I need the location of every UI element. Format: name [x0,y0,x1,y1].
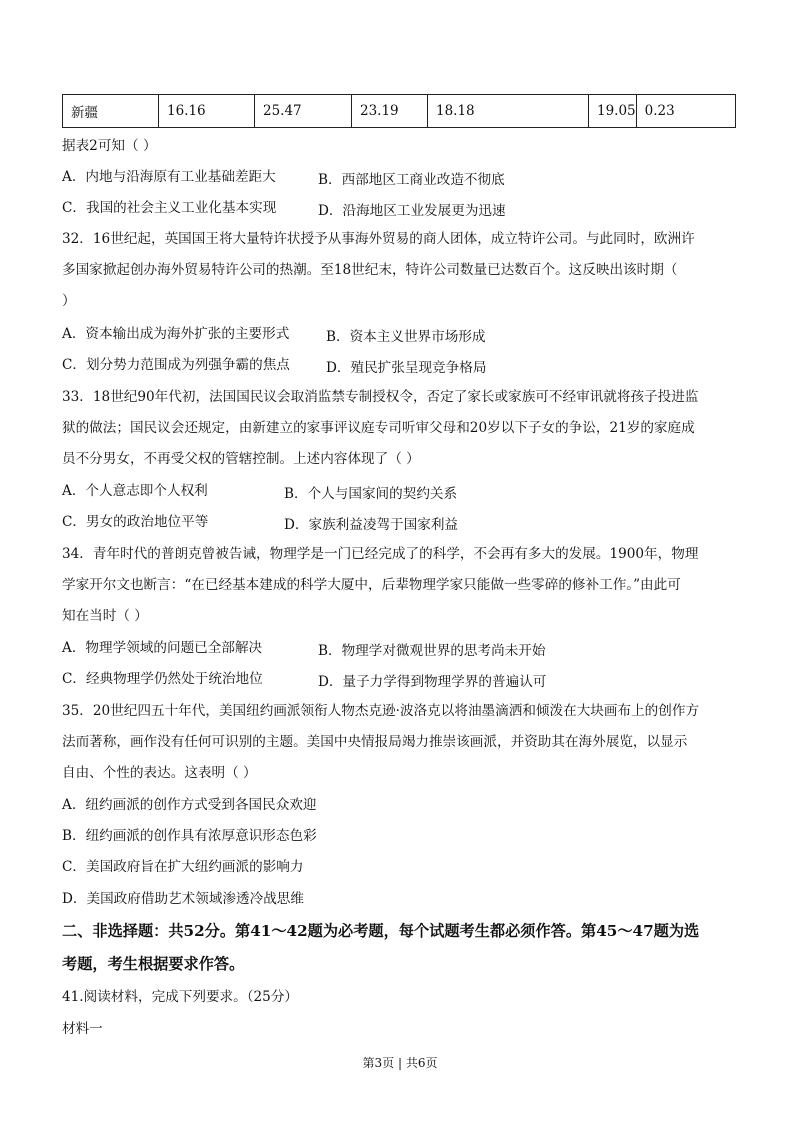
question-35-line: 35．20世纪四五十年代，美国纽约画派领衔人物杰克逊·波洛克以将油墨滴洒和倾泼在大块画布上的创作方 [62,703,700,719]
question-33-line: 33．18世纪90年代初，法国国民议会取消监禁专制授权令，否定了家长或家族可不经审讯就将孩子投进监 [62,389,699,405]
q33-option-d: D．家族利益凌驾于国家利益 [284,517,459,533]
q33-option-a: A．个人意志即个人权利 [62,483,208,499]
table-cell: 0.23 [636,95,735,128]
table-cell-region: 新疆 [63,95,159,128]
question-34-line: 学家开尔文也断言：“在已经基本建成的科学大厦中，后辈物理学家只能做一些零碎的修补工作。”由此可 [62,577,681,593]
q35-option-b: B．纽约画派的创作具有浓厚意识形态色彩 [62,828,317,844]
q32-option-a: A．资本输出成为海外扩张的主要形式 [62,326,290,342]
q34-option-a: A．物理学领域的问题已全部解决 [62,640,263,656]
material-label: 材料一 [62,1021,103,1037]
q35-option-d: D．美国政府借助艺术领域渗透冷战思维 [62,891,304,907]
q32-option-c: C．划分势力范围成为列强争霸的焦点 [62,357,290,373]
section-heading: 考题，考生根据要求作答。 [62,955,245,973]
table-cell: 18.18 [428,95,589,128]
q31-option-c: C．我国的社会主义工业化基本实现 [62,200,277,216]
question-32-line: 多国家掀起创办海外贸易特许公司的热潮。至18世纪末，特许公司数量已达数百个。这反映出该时期（ [62,262,678,278]
q32-option-b: B．资本主义世界市场形成 [326,329,486,345]
q33-option-b: B．个人与国家间的契约关系 [284,486,458,502]
question-32-line: 32．16世纪起，英国国王将大量特许状授予从事海外贸易的商人团体，成立特许公司。与此同时，欧洲许 [62,231,695,247]
question-31-stem: 据表2可知（ ） [62,138,157,154]
question-41-stem: 41.阅读材料，完成下列要求。（25分） [62,989,299,1005]
q34-option-b: B．物理学对微观世界的思考尚未开始 [318,643,546,659]
data-table [62,94,736,128]
q33-option-c: C．男女的政治地位平等 [62,514,209,530]
table-row [63,95,736,128]
q35-option-c: C．美国政府旨在扩大纽约画派的影响力 [62,859,304,875]
q34-option-c: C．经典物理学仍然处于统治地位 [62,671,263,687]
question-33-line: 员不分男女，不再受父权的管辖控制。上述内容体现了（ ） [62,451,420,467]
question-32-line: ） [62,293,76,309]
page-footer: 第3页 | 共6页 [362,1056,438,1070]
table-cell: 19.05 [589,95,637,128]
question-33-line: 狱的做法；国民议会还规定，由新建立的家事评议庭专司听审父母和20岁以下子女的争讼，21岁的家庭成 [62,420,695,436]
question-35-line: 法而著称，画作没有任何可识别的主题。美国中央情报局竭力推崇该画派，并资助其在海外展览，以显示 [62,734,688,750]
table-cell: 25.47 [255,95,352,128]
section-heading: 二、非选择题：共52分。第41～42题为必考题，每个试题考生都必须作答。第45～47题为选 [62,922,700,940]
q31-option-b: B．西部地区工商业改造不彻底 [318,172,505,188]
question-34-line: 知在当时（ ） [62,608,148,624]
question-34-line: 34．青年时代的普朗克曾被告诫，物理学是一门已经完成了的科学，不会再有多大的发展。1900年，物理 [62,546,699,562]
table-cell: 16.16 [159,95,255,128]
q32-option-d: D．殖民扩张呈现竞争格局 [326,360,487,376]
q31-option-a: A．内地与沿海原有工业基础差距大 [62,169,276,185]
q35-option-a: A．纽约画派的创作方式受到各国民众欢迎 [62,797,317,813]
table-cell: 23.19 [352,95,428,128]
question-35-line: 自由、个性的表达。这表明（ ） [62,765,257,781]
q31-option-d: D．沿海地区工业发展更为迅速 [318,203,506,219]
q34-option-d: D．量子力学得到物理学界的普遍认可 [318,674,547,690]
